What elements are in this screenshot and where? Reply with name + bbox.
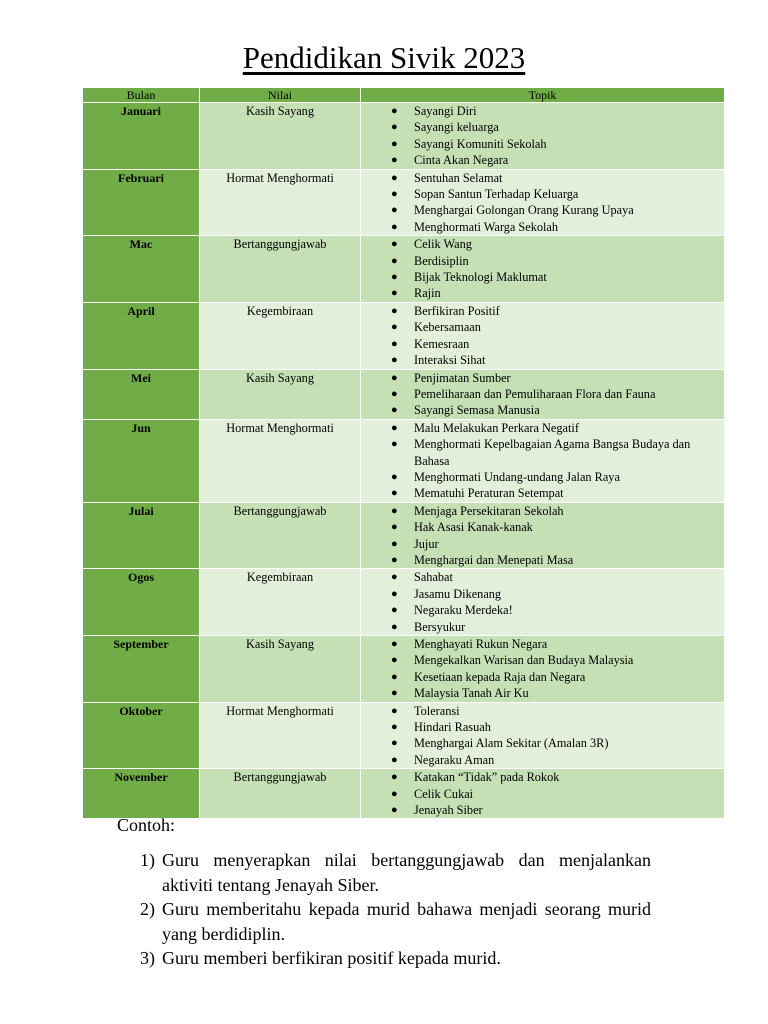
- value-cell: Kegembiraan: [200, 569, 361, 636]
- bullet-icon: ●: [391, 654, 398, 667]
- table-header-row: [83, 88, 725, 103]
- topic-text: Penjimatan Sumber: [414, 370, 511, 385]
- topic-text: Mematuhi Peraturan Setempat: [414, 486, 564, 501]
- bullet-icon: ●: [391, 804, 398, 817]
- topic-item: [361, 402, 724, 418]
- bullet-icon: ●: [391, 321, 398, 334]
- month-cell: Mac: [83, 236, 200, 303]
- bullet-icon: ●: [391, 271, 398, 284]
- topic-item: [361, 552, 724, 568]
- topic-text: Bijak Teknologi Maklumat: [414, 270, 547, 285]
- topic-item: [361, 703, 724, 719]
- bullet-icon: ●: [391, 587, 398, 600]
- topic-item: [361, 370, 724, 386]
- topic-text: Pemeliharaan dan Pemuliharaan Flora dan Fauna: [414, 386, 656, 401]
- table-row: [83, 169, 725, 236]
- bullet-icon: ●: [391, 154, 398, 167]
- bullet-icon: ●: [391, 354, 398, 367]
- table-row: [83, 502, 725, 569]
- examples-heading: Contoh:: [117, 815, 176, 835]
- bullet-icon: ●: [391, 387, 398, 400]
- bullet-icon: ●: [391, 638, 398, 650]
- topic-text: Menghormati Undang-undang Jalan Raya: [414, 469, 620, 484]
- topic-list: [361, 303, 724, 369]
- topic-item: [361, 519, 724, 535]
- topic-item: [361, 786, 724, 802]
- topic-item: [361, 602, 724, 618]
- bullet-icon: ●: [391, 421, 398, 434]
- value-cell: Bertanggungjawab: [200, 502, 361, 569]
- page-title: Pendidikan Sivik 2023: [242, 40, 526, 75]
- topic-text: Sopan Santun Terhadap Keluarga: [414, 187, 579, 202]
- topic-item: [361, 769, 724, 785]
- topic-list: [361, 569, 724, 635]
- topics-cell: [361, 369, 725, 419]
- topic-list: [361, 103, 724, 169]
- month-cell: Julai: [83, 502, 200, 569]
- bullet-icon: ●: [391, 137, 398, 150]
- topic-item: [361, 285, 724, 301]
- topic-text: Katakan “Tidak” pada Rokok: [414, 770, 560, 785]
- bullet-icon: ●: [391, 537, 398, 550]
- topic-item: [361, 485, 724, 501]
- topics-cell: [361, 236, 725, 303]
- topic-text: Sayangi Semasa Manusia: [414, 403, 540, 418]
- topic-text: Menghormati Warga Sekolah: [414, 219, 559, 234]
- topic-text: Sahabat: [414, 570, 453, 585]
- bullet-icon: ●: [391, 504, 398, 517]
- bullet-icon: ●: [391, 254, 398, 267]
- topic-item: [361, 752, 724, 768]
- topic-item: [361, 652, 724, 668]
- topic-text: Negaraku Merdeka!: [414, 603, 513, 618]
- bullet-icon: ●: [391, 337, 398, 350]
- topic-text: Interaksi Sihat: [414, 353, 486, 368]
- header-nilai: Nilai: [200, 88, 361, 103]
- bullet-icon: ●: [391, 171, 398, 184]
- topic-text: Jasamu Dikenang: [414, 586, 502, 601]
- value-cell: Bertanggungjawab: [200, 236, 361, 303]
- topic-text: Jenayah Siber: [414, 803, 483, 818]
- table-row: [83, 636, 725, 703]
- topic-text: Sayangi Komuniti Sekolah: [414, 136, 547, 151]
- example-number: 1): [140, 850, 155, 870]
- bullet-icon: ●: [391, 487, 398, 500]
- topic-item: [361, 303, 724, 319]
- month-cell: Jun: [83, 419, 200, 502]
- table-row: [83, 769, 725, 819]
- bullet-icon: ●: [391, 204, 398, 217]
- topic-item: [361, 669, 724, 685]
- topic-item: [361, 685, 724, 701]
- header-topik: Topik: [361, 88, 725, 103]
- topic-text: Jujur: [414, 536, 439, 551]
- bullet-icon: ●: [391, 787, 398, 800]
- bullet-icon: ●: [391, 287, 398, 300]
- topic-list: [361, 370, 724, 419]
- bullet-icon: ●: [391, 404, 398, 417]
- topic-text: Menghargai Alam Sekitar (Amalan 3R): [414, 736, 609, 751]
- example-item: [140, 946, 651, 971]
- table-row: [83, 236, 725, 303]
- example-number: 3): [140, 948, 155, 968]
- bullet-icon: ●: [391, 438, 398, 451]
- topic-text: Sentuhan Selamat: [414, 170, 503, 185]
- topic-item: [361, 269, 724, 285]
- topic-text: Bersyukur: [414, 619, 466, 634]
- topic-text: Hak Asasi Kanak-kanak: [414, 520, 533, 535]
- topic-item: [361, 569, 724, 585]
- example-text: Guru memberitahu kepada murid bahawa menjadi seorang murid yang berdidiplin.: [162, 899, 651, 944]
- topic-text: Menghargai Golongan Orang Kurang Upaya: [414, 203, 634, 218]
- value-cell: Kasih Sayang: [200, 636, 361, 703]
- topic-text: Sayangi Diri: [414, 104, 477, 118]
- example-item: [140, 897, 651, 946]
- bullet-icon: ●: [391, 188, 398, 201]
- topics-cell: [361, 419, 725, 502]
- bullet-icon: ●: [391, 371, 398, 384]
- topic-list: [361, 636, 724, 702]
- value-cell: Bertanggungjawab: [200, 769, 361, 819]
- topics-cell: [361, 302, 725, 369]
- value-cell: Hormat Menghormati: [200, 169, 361, 236]
- topic-item: [361, 536, 724, 552]
- value-cell: Kasih Sayang: [200, 369, 361, 419]
- bullet-icon: ●: [391, 604, 398, 617]
- month-cell: November: [83, 769, 200, 819]
- topic-item: [361, 170, 724, 186]
- month-cell: Mei: [83, 369, 200, 419]
- topics-cell: [361, 769, 725, 819]
- topic-text: Malu Melakukan Perkara Negatif: [414, 420, 579, 435]
- month-cell: Ogos: [83, 569, 200, 636]
- topic-item: [361, 336, 724, 352]
- topic-item: [361, 586, 724, 602]
- bullet-icon: ●: [391, 771, 398, 784]
- topic-list: [361, 420, 724, 502]
- bullet-icon: ●: [391, 571, 398, 584]
- bullet-icon: ●: [391, 670, 398, 683]
- topic-text: Cinta Akan Negara: [414, 153, 509, 168]
- topic-text: Kemesraan: [414, 336, 470, 351]
- topic-item: [361, 202, 724, 218]
- table-row: [83, 369, 725, 419]
- topic-item: [361, 152, 724, 168]
- topic-text: Malaysia Tanah Air Ku: [414, 686, 529, 701]
- topic-text: Sayangi keluarga: [414, 120, 499, 135]
- topic-item: [361, 219, 724, 235]
- topic-list: [361, 703, 724, 769]
- topic-item: [361, 503, 724, 519]
- value-cell: Hormat Menghormati: [200, 702, 361, 769]
- topic-list: [361, 503, 724, 569]
- topic-item: [361, 619, 724, 635]
- topic-item: [361, 103, 724, 119]
- topics-cell: [361, 702, 725, 769]
- topic-text: Menghayati Rukun Negara: [414, 637, 548, 651]
- topic-item: [361, 186, 724, 202]
- bullet-icon: ●: [391, 521, 398, 534]
- topic-text: Toleransi: [414, 703, 460, 718]
- topic-list: [361, 769, 724, 818]
- topics-cell: [361, 502, 725, 569]
- table-row: [83, 419, 725, 502]
- topic-item: [361, 735, 724, 751]
- topic-item: [361, 319, 724, 335]
- example-text: Guru menyerapkan nilai bertanggungjawab dan menjalankan aktiviti tentang Jenayah Siber.: [162, 850, 651, 895]
- example-number: 2): [140, 899, 155, 919]
- topic-item: [361, 136, 724, 152]
- topic-list: [361, 236, 724, 302]
- topic-item: [361, 236, 724, 252]
- bullet-icon: ●: [391, 304, 398, 317]
- topic-item: [361, 420, 724, 436]
- topic-item: [361, 386, 724, 402]
- topic-text: Menghormati Kepelbagaian Agama Bangsa Budaya dan Bahasa: [414, 437, 691, 468]
- topic-item: [361, 352, 724, 368]
- bullet-icon: ●: [391, 470, 398, 483]
- month-cell: Oktober: [83, 702, 200, 769]
- month-cell: April: [83, 302, 200, 369]
- table-row: [83, 702, 725, 769]
- topic-item: [361, 119, 724, 135]
- topic-text: Celik Wang: [414, 237, 472, 252]
- bullet-icon: ●: [391, 704, 398, 717]
- bullet-icon: ●: [391, 121, 398, 134]
- topic-text: Berfikiran Positif: [414, 303, 500, 318]
- topic-item: [361, 636, 724, 652]
- topic-text: Menghargai dan Menepati Masa: [414, 552, 574, 567]
- topic-item: [361, 469, 724, 485]
- value-cell: Hormat Menghormati: [200, 419, 361, 502]
- bullet-icon: ●: [391, 620, 398, 633]
- topic-list: [361, 170, 724, 236]
- topic-text: Celik Cukai: [414, 786, 474, 801]
- example-text: Guru memberi berfikiran positif kepada murid.: [162, 948, 501, 968]
- topic-text: Kebersamaan: [414, 320, 481, 335]
- month-cell: Februari: [83, 169, 200, 236]
- value-cell: Kegembiraan: [200, 302, 361, 369]
- topic-text: Kesetiaan kepada Raja dan Negara: [414, 669, 586, 684]
- topic-item: [361, 253, 724, 269]
- topic-text: Menjaga Persekitaran Sekolah: [414, 503, 564, 518]
- topics-cell: [361, 636, 725, 703]
- bullet-icon: ●: [391, 737, 398, 750]
- topic-text: Berdisiplin: [414, 253, 469, 268]
- topics-cell: [361, 169, 725, 236]
- topic-text: Negaraku Aman: [414, 752, 495, 767]
- bullet-icon: ●: [391, 753, 398, 766]
- bullet-icon: ●: [391, 238, 398, 251]
- table-row: [83, 103, 725, 170]
- topic-item: [361, 802, 724, 818]
- example-item: [140, 848, 651, 897]
- topic-text: Rajin: [414, 286, 441, 301]
- table-row: [83, 569, 725, 636]
- month-cell: Januari: [83, 103, 200, 170]
- bullet-icon: ●: [391, 553, 398, 566]
- bullet-icon: ●: [391, 687, 398, 700]
- bullet-icon: ●: [391, 220, 398, 233]
- topic-item: [361, 436, 724, 469]
- topic-item: [361, 719, 724, 735]
- value-cell: Kasih Sayang: [200, 103, 361, 170]
- civics-schedule-table: [82, 87, 725, 819]
- topic-text: Mengekalkan Warisan dan Budaya Malaysia: [414, 653, 634, 668]
- table-row: [83, 302, 725, 369]
- topics-cell: [361, 569, 725, 636]
- topics-cell: [361, 103, 725, 170]
- bullet-icon: ●: [391, 721, 398, 734]
- topic-text: Hindari Rasuah: [414, 720, 491, 735]
- examples-list: [140, 848, 651, 971]
- month-cell: September: [83, 636, 200, 703]
- header-bulan: Bulan: [83, 88, 200, 103]
- bullet-icon: ●: [391, 105, 398, 117]
